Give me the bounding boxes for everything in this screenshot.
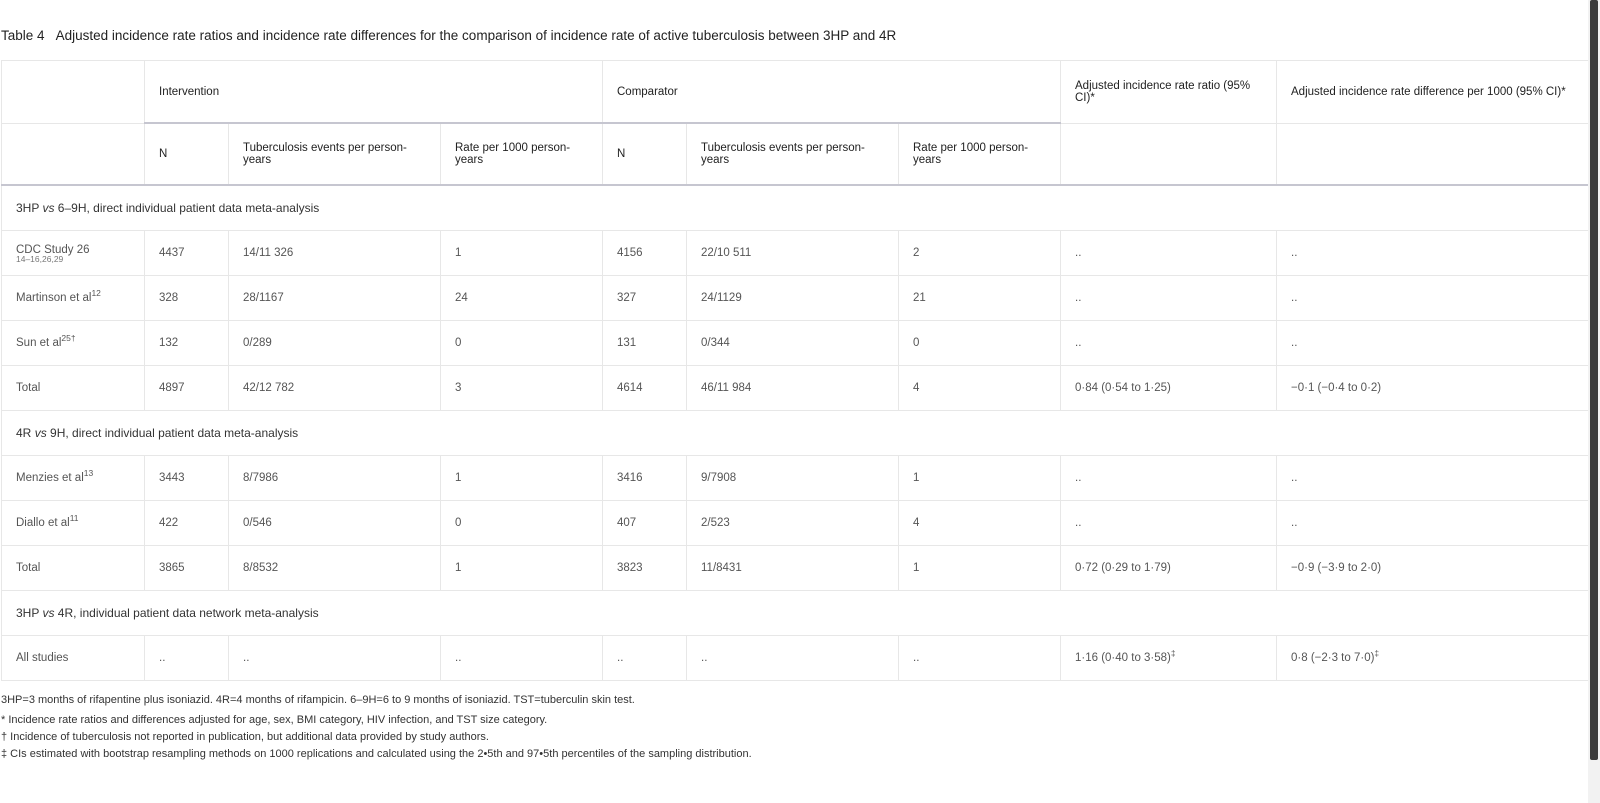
footnote-adjusted: * Incidence rate ratios and differences adjusted for age, sex, BMI category, HIV infection, and TST size category. bbox=[1, 714, 548, 726]
table-row bbox=[2, 456, 1593, 501]
irr-value: .. bbox=[1075, 292, 1082, 304]
intervention-n-cell: 132 bbox=[145, 321, 229, 366]
irr-cell bbox=[1061, 366, 1277, 411]
comparator-n-cell: 3823 bbox=[603, 546, 687, 591]
comparator-rate-cell: 0 bbox=[899, 321, 1061, 366]
section-heading-vs: vs bbox=[42, 201, 55, 215]
irr-footnote-mark: ‡ bbox=[1170, 648, 1176, 659]
irr-cell bbox=[1061, 231, 1277, 276]
header-intervention: Intervention bbox=[145, 61, 603, 124]
study-reference: 11 bbox=[69, 513, 79, 524]
footnote-bootstrap: ‡ CIs estimated with bootstrap resampling methods on 1000 replications and calculated using the 2•5th and 97•5th percentiles of the sampling distribution. bbox=[1, 748, 752, 760]
table-title: Adjusted incidence rate ratios and incidence rate differences for the comparison of incidence rate of active tuberculosis between 3HP and 4R bbox=[55, 28, 897, 43]
intervention-events-cell: 28/1167 bbox=[229, 276, 441, 321]
footnote-abbreviations: 3HP=3 months of rifapentine plus isoniazid. 4R=4 months of rifampicin. 6–9H=6 to 9 months of isoniazid. TST=tuberculin skin test. bbox=[1, 694, 635, 706]
header-empty-cell bbox=[2, 61, 145, 124]
ird-cell bbox=[1277, 276, 1593, 321]
comparator-n-cell: 131 bbox=[603, 321, 687, 366]
comparator-n-cell: .. bbox=[603, 636, 687, 681]
irr-value: 0·72 (0·29 to 1·79) bbox=[1075, 562, 1171, 574]
header-irr: Adjusted incidence rate ratio (95% CI)* bbox=[1061, 61, 1277, 124]
table-row bbox=[2, 366, 1593, 411]
section-heading-post: 4R, individual patient data network meta-analysis bbox=[54, 606, 319, 620]
comparator-rate-cell: 1 bbox=[899, 546, 1061, 591]
comparator-rate-cell: 21 bbox=[899, 276, 1061, 321]
intervention-events-cell: 0/289 bbox=[229, 321, 441, 366]
section-heading-pre: 3HP bbox=[16, 606, 43, 620]
footnote-additional-data: † Incidence of tuberculosis not reported in publication, but additional data provided by study authors. bbox=[1, 731, 489, 743]
section-heading-vs: vs bbox=[34, 426, 47, 440]
comparator-rate-cell: .. bbox=[899, 636, 1061, 681]
comparator-rate-cell: 4 bbox=[899, 366, 1061, 411]
table-caption bbox=[1, 28, 896, 43]
ird-value: −0·9 (−3·9 to 2·0) bbox=[1291, 562, 1382, 574]
section-row bbox=[2, 411, 1593, 456]
table-row bbox=[2, 321, 1593, 366]
comparator-rate-cell: 2 bbox=[899, 231, 1061, 276]
intervention-n-cell: 4897 bbox=[145, 366, 229, 411]
irr-value: .. bbox=[1075, 472, 1082, 484]
study-reference: 14–16,26,29 bbox=[16, 253, 64, 264]
intervention-events-cell: 0/546 bbox=[229, 501, 441, 546]
comparator-n-cell: 4156 bbox=[603, 231, 687, 276]
comparator-n-cell: 4614 bbox=[603, 366, 687, 411]
comparator-events-cell: 9/7908 bbox=[687, 456, 899, 501]
ird-cell bbox=[1277, 636, 1593, 681]
intervention-rate-cell: 1 bbox=[441, 546, 603, 591]
irr-value: .. bbox=[1075, 517, 1082, 529]
comparator-n-cell: 327 bbox=[603, 276, 687, 321]
study-name: Sun et al bbox=[16, 337, 62, 349]
intervention-events-cell: 42/12 782 bbox=[229, 366, 441, 411]
section-heading-vs: vs bbox=[42, 606, 55, 620]
comparator-events-cell: 2/523 bbox=[687, 501, 899, 546]
irr-value: 1·16 (0·40 to 3·58) bbox=[1075, 652, 1171, 664]
intervention-n-cell: 4437 bbox=[145, 231, 229, 276]
irr-value: 0·84 (0·54 to 1·25) bbox=[1075, 382, 1171, 394]
results-table bbox=[1, 60, 1593, 681]
section-heading bbox=[2, 185, 1593, 231]
header-rate-comparator: Rate per 1000 person-years bbox=[899, 123, 1061, 185]
intervention-n-cell: 422 bbox=[145, 501, 229, 546]
comparator-events-cell: .. bbox=[687, 636, 899, 681]
irr-cell bbox=[1061, 636, 1277, 681]
section-row bbox=[2, 591, 1593, 636]
intervention-events-cell: .. bbox=[229, 636, 441, 681]
ird-cell bbox=[1277, 231, 1593, 276]
table-row bbox=[2, 231, 1593, 276]
comparator-n-cell: 407 bbox=[603, 501, 687, 546]
study-reference: 12 bbox=[91, 288, 101, 299]
comparator-rate-cell: 4 bbox=[899, 501, 1061, 546]
study-name: Martinson et al bbox=[16, 292, 92, 304]
study-cell bbox=[2, 456, 145, 501]
study-name: CDC Study 26 bbox=[16, 243, 90, 256]
table-row bbox=[2, 501, 1593, 546]
table-label: Table 4 bbox=[1, 28, 45, 43]
table-body bbox=[2, 185, 1593, 681]
section-heading-post: 9H, direct individual patient data meta-analysis bbox=[46, 426, 299, 440]
study-name: Total bbox=[16, 562, 41, 574]
ird-cell bbox=[1277, 366, 1593, 411]
study-reference: 25† bbox=[61, 333, 76, 344]
ird-cell bbox=[1277, 321, 1593, 366]
study-cell bbox=[2, 501, 145, 546]
intervention-rate-cell: 24 bbox=[441, 276, 603, 321]
header-n-comparator: N bbox=[603, 123, 687, 185]
irr-cell bbox=[1061, 321, 1277, 366]
irr-cell bbox=[1061, 546, 1277, 591]
irr-cell bbox=[1061, 456, 1277, 501]
section-heading-post: 6–9H, direct individual patient data meta-analysis bbox=[54, 201, 320, 215]
intervention-rate-cell: 0 bbox=[441, 501, 603, 546]
header-row-groups bbox=[2, 61, 1593, 124]
intervention-events-cell: 14/11 326 bbox=[229, 231, 441, 276]
intervention-n-cell: .. bbox=[145, 636, 229, 681]
comparator-events-cell: 22/10 511 bbox=[687, 231, 899, 276]
header-n-intervention: N bbox=[145, 123, 229, 185]
table-row bbox=[2, 636, 1593, 681]
irr-cell bbox=[1061, 501, 1277, 546]
study-reference: 13 bbox=[83, 468, 94, 479]
intervention-events-cell: 8/8532 bbox=[229, 546, 441, 591]
study-cell bbox=[2, 636, 145, 681]
ird-value: −0·1 (−0·4 to 0·2) bbox=[1291, 382, 1382, 394]
comparator-events-cell: 11/8431 bbox=[687, 546, 899, 591]
comparator-events-cell: 0/344 bbox=[687, 321, 899, 366]
header-empty-cell bbox=[1061, 123, 1277, 185]
irr-cell bbox=[1061, 276, 1277, 321]
ird-cell bbox=[1277, 501, 1593, 546]
ird-value: .. bbox=[1291, 472, 1298, 484]
intervention-n-cell: 3865 bbox=[145, 546, 229, 591]
intervention-rate-cell: 3 bbox=[441, 366, 603, 411]
irr-value: .. bbox=[1075, 247, 1082, 259]
header-empty-cell bbox=[2, 123, 145, 185]
comparator-events-cell: 46/11 984 bbox=[687, 366, 899, 411]
ird-value: .. bbox=[1291, 292, 1298, 304]
study-name: All studies bbox=[16, 652, 69, 664]
section-heading-pre: 4R bbox=[16, 426, 35, 440]
header-comparator: Comparator bbox=[603, 61, 1061, 124]
header-events-comparator: Tuberculosis events per person-years bbox=[687, 123, 899, 185]
ird-value: .. bbox=[1291, 517, 1298, 529]
ird-value: 0·8 (−2·3 to 7·0) bbox=[1291, 652, 1375, 664]
study-cell bbox=[2, 321, 145, 366]
study-name: Menzies et al bbox=[16, 472, 84, 484]
table-row bbox=[2, 546, 1593, 591]
table-row bbox=[2, 276, 1593, 321]
study-cell bbox=[2, 546, 145, 591]
intervention-events-cell: 8/7986 bbox=[229, 456, 441, 501]
ird-cell bbox=[1277, 456, 1593, 501]
study-cell bbox=[2, 366, 145, 411]
study-cell bbox=[2, 231, 145, 276]
header-rate-intervention: Rate per 1000 person-years bbox=[441, 123, 603, 185]
header-events-intervention: Tuberculosis events per person-years bbox=[229, 123, 441, 185]
header-row-columns bbox=[2, 123, 1593, 185]
study-name: Total bbox=[16, 382, 41, 394]
intervention-rate-cell: 1 bbox=[441, 456, 603, 501]
intervention-n-cell: 3443 bbox=[145, 456, 229, 501]
section-heading bbox=[2, 591, 1593, 636]
ird-cell bbox=[1277, 546, 1593, 591]
irr-value: .. bbox=[1075, 337, 1082, 349]
intervention-rate-cell: 0 bbox=[441, 321, 603, 366]
comparator-n-cell: 3416 bbox=[603, 456, 687, 501]
ird-value: .. bbox=[1291, 337, 1298, 349]
section-heading bbox=[2, 411, 1593, 456]
comparator-events-cell: 24/1129 bbox=[687, 276, 899, 321]
header-ird: Adjusted incidence rate difference per 1000 (95% CI)* bbox=[1277, 61, 1593, 124]
vertical-scrollbar-thumb[interactable] bbox=[1590, 0, 1598, 760]
intervention-rate-cell: .. bbox=[441, 636, 603, 681]
intervention-rate-cell: 1 bbox=[441, 231, 603, 276]
comparator-rate-cell: 1 bbox=[899, 456, 1061, 501]
header-empty-cell bbox=[1277, 123, 1593, 185]
section-heading-pre: 3HP bbox=[16, 201, 43, 215]
intervention-n-cell: 328 bbox=[145, 276, 229, 321]
study-name: Diallo et al bbox=[16, 517, 70, 529]
study-cell bbox=[2, 276, 145, 321]
section-row bbox=[2, 185, 1593, 231]
ird-value: .. bbox=[1291, 247, 1298, 259]
ird-footnote-mark: ‡ bbox=[1374, 648, 1380, 659]
